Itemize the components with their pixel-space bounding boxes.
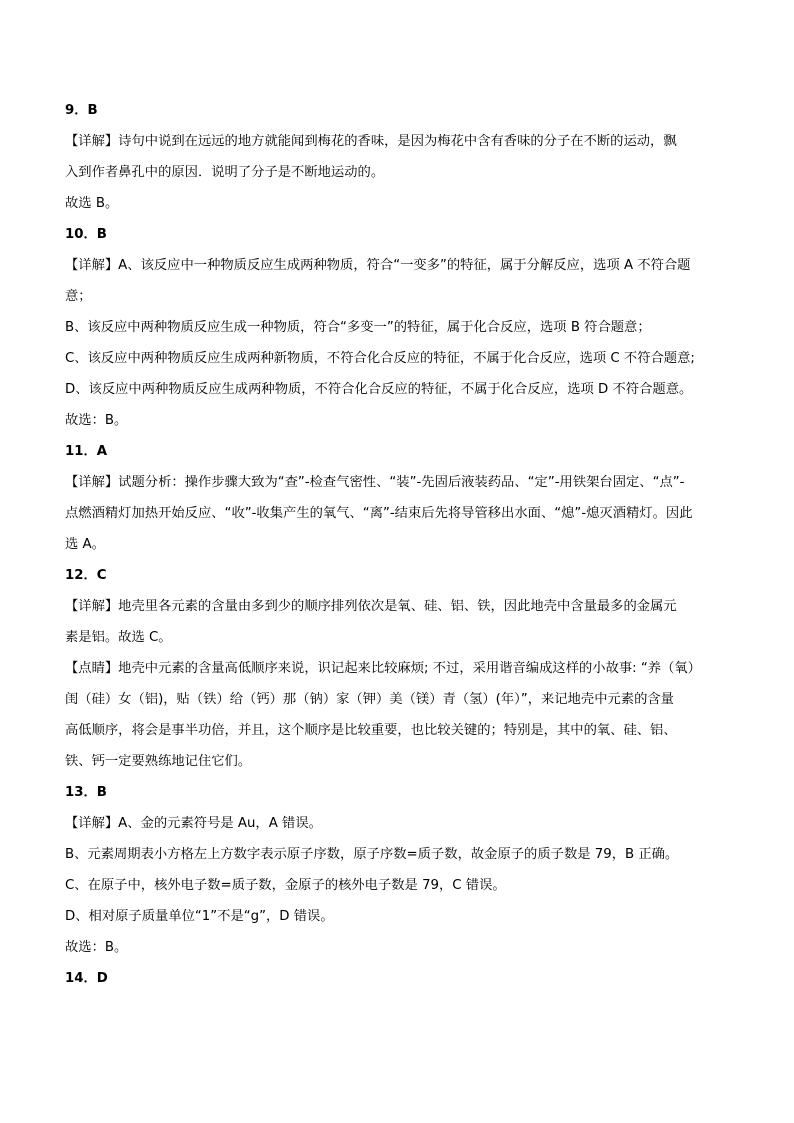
answer-11-detail-line-1: 【详解】试题分析：操作步骤大致为“查”-检查气密性、“装”-先固后液装药品、“定”-用铁架台固定、“点”- [65, 475, 685, 490]
answer-11-detail-line-2: 点燃酒精灯加热开始反应、“收”-收集产生的氧气、“离”-结束后先将导管移出水面、“熄”-熄灭酒精灯。因此 [65, 506, 693, 521]
answer-9-detail-line-2: 入到作者鼻孔中的原因．说明了分子是不断地运动的。 [65, 165, 385, 180]
answer-9-heading: 9．B [65, 103, 98, 118]
answer-10-detail-line-2: 意； [65, 289, 92, 304]
answer-13-heading: 13．B [65, 785, 107, 800]
answer-9-detail-line-1: 【详解】诗句中说到在远远的地方就能闻到梅花的香味，是因为梅花中含有香味的分子在不断的运动，飘 [65, 134, 677, 149]
answer-11-detail-line-3: 选 A。 [65, 537, 105, 552]
answer-12-detail-line-2: 素是铝。故选 C。 [65, 630, 172, 645]
answer-10-detail-line-1: 【详解】A、该反应中一种物质反应生成两种物质，符合“一变多”的特征，属于分解反应，选项 A 不符合题 [65, 258, 691, 273]
answer-13-option-d: D、相对原子质量单位“1”不是“g”，D 错误。 [65, 909, 334, 924]
answer-10-option-c: C、该反应中两种物质反应生成两种新物质，不符合化合反应的特征，不属于化合反应，选项 C 不符合题意; [65, 351, 695, 366]
answer-13-conclusion: 故选：B。 [65, 940, 128, 955]
answer-13-option-c: C、在原子中，核外电子数=质子数，金原子的核外电子数是 79，C 错误。 [65, 878, 506, 893]
answer-12-detail-line-1: 【详解】地壳里各元素的含量由多到少的顺序排列依次是氧、硅、铝、铁，因此地壳中含量最多的金属元 [65, 599, 677, 614]
answer-12-tip-line-4: 铁、钙一定要熟练地记住它们。 [65, 754, 252, 769]
answer-13-option-a: 【详解】A、金的元素符号是 Au，A 错误。 [65, 816, 322, 831]
answer-12-tip-line-3: 高低顺序，将会是事半功倍，并且，这个顺序是比较重要，也比较关键的；特别是，其中的氧、硅、铝、 [65, 723, 677, 738]
answer-13-option-b: B、元素周期表小方格左上方数字表示原子序数，原子序数=质子数，故金原子的质子数是 79，B 正确。 [65, 847, 679, 862]
answer-11-heading: 11．A [65, 444, 108, 459]
answer-12-heading: 12．C [65, 568, 107, 583]
answer-12-tip-line-2: 闺（硅）女（铝)，贴（铁）给（钙）那（钠）家（钾）美（镁）青（氢）(年）”，来记地壳中元素的含量 [65, 692, 674, 707]
answer-9-conclusion: 故选 B。 [65, 196, 119, 211]
answer-10-option-b: B、该反应中两种物质反应生成一种物质，符合“多变一”的特征，属于化合反应，选项 B 符合题意； [65, 320, 651, 335]
answer-14-heading: 14．D [65, 971, 108, 986]
answer-10-heading: 10．B [65, 227, 107, 242]
answer-10-conclusion: 故选：B。 [65, 413, 128, 428]
answer-10-option-d: D、该反应中两种物质反应生成两种物质，不符合化合反应的特征，不属于化合反应，选项 D 不符合题意。 [65, 382, 693, 397]
answer-12-tip-line-1: 【点睛】地壳中元素的含量高低顺序来说，识记起来比较麻烦; 不过，采用谐音编成这样的小故事: “养（氧） [65, 661, 701, 676]
